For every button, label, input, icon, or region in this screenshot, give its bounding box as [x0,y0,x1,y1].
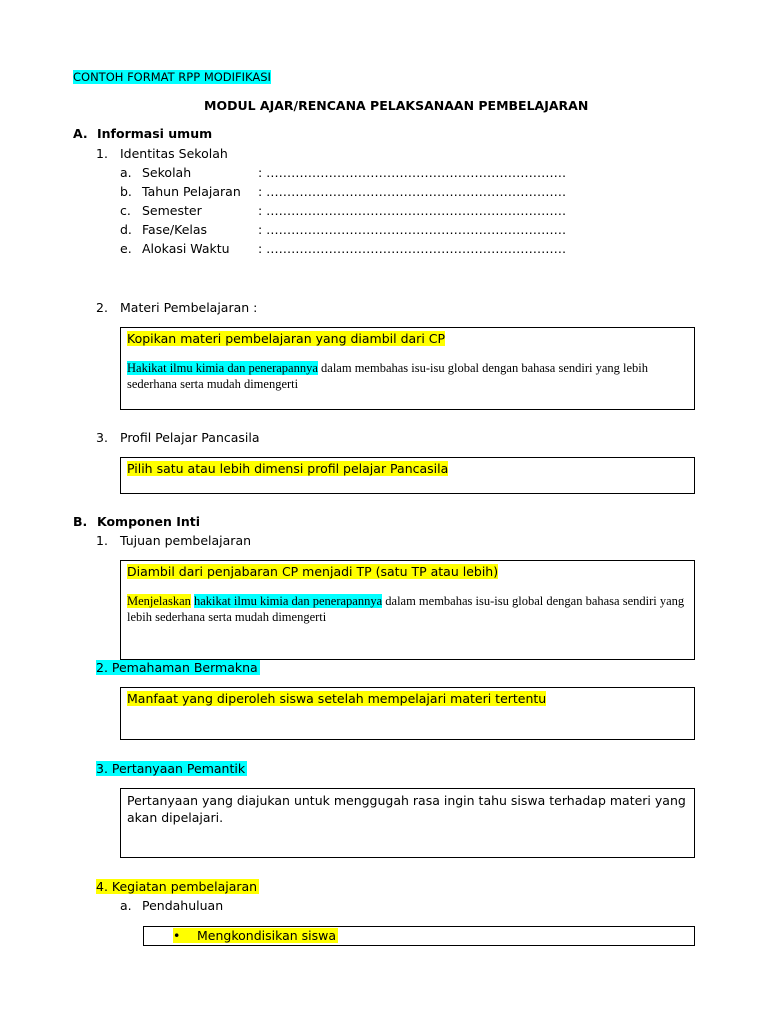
item-number: 1. [96,146,108,161]
pendahuluan-title: Pendahuluan [142,898,224,913]
field-letter: c. [120,203,131,218]
item-number: 3. [96,430,108,445]
pemantik-box [120,788,695,858]
field-letter: e. [120,241,132,256]
section-b-heading [73,514,200,529]
pemahaman-box-title: Manfaat yang diperoleh siswa setelah mempelajari materi tertentu [127,691,547,706]
materi-body-text: dalam membahas isu-isu global dengan bahasa sendiri yang lebih sederhana serta mudah dimengerti [127,361,649,391]
bullet-item [173,928,338,943]
section-a-heading [73,126,212,141]
tujuan-box [120,560,695,660]
profil-heading [96,430,260,445]
identitas-title: Identitas Sekolah [120,146,228,161]
field-value: : ……………………………………………………………… [258,222,567,237]
header-label: CONTOH FORMAT RPP MODIFIKASI [73,70,271,84]
tujuan-title: Tujuan pembelajaran [120,533,252,548]
profil-title: Profil Pelajar Pancasila [120,430,260,445]
kegiatan-heading: 4. Kegiatan pembelajaran [96,879,258,894]
materi-highlight: Hakikat ilmu kimia dan penerapannya [127,361,318,375]
bullet-icon: • [173,928,181,943]
field-letter: d. [120,222,132,237]
tujuan-heading [96,533,251,548]
tujuan-box-title: Diambil dari penjabaran CP menjadi TP (satu TP atau lebih) [127,564,499,579]
section-b-marker: B. [73,514,88,529]
field-letter: a. [120,165,132,180]
field-row-fase-kelas [120,222,566,237]
tujuan-box-body [127,593,687,625]
field-value: : ……………………………………………………………… [258,241,567,256]
profil-box-title: Pilih satu atau lebih dimensi profil pelajar Pancasila [127,461,449,476]
field-label: Fase/Kelas [142,222,208,237]
profil-box [120,457,695,494]
identitas-heading [96,146,228,161]
field-label: Alokasi Waktu [142,241,230,256]
tujuan-verb: Menjelaskan [127,594,191,608]
field-label: Tahun Pelajaran [142,184,241,199]
field-value: : ……………………………………………………………… [258,165,567,180]
materi-heading [96,300,257,315]
field-letter: b. [120,184,132,199]
kegiatan-box [143,926,695,946]
field-value: : ……………………………………………………………… [258,184,567,199]
field-row-sekolah [120,165,566,180]
document-title: MODUL AJAR/RENCANA PELAKSANAAN PEMBELAJARAN [204,98,589,113]
field-label: Sekolah [142,165,192,180]
tujuan-body-text: dalam membahas isu-isu global dengan bahasa sendiri yang lebih sederhana serta mudah dimengerti [127,594,685,624]
section-a-marker: A. [73,126,88,141]
pemantik-box-text: Pertanyaan yang diajukan untuk menggugah rasa ingin tahu siswa terhadap materi yang akan dipelajari. [127,793,686,825]
materi-box-title: Kopikan materi pembelajaran yang diambil dari CP [127,331,446,346]
pemahaman-heading: 2. Pemahaman Bermakna [96,660,258,675]
materi-box-body [127,360,687,392]
sub-letter: a. [120,898,132,913]
materi-title: Materi Pembelajaran : [120,300,258,315]
field-label: Semester [142,203,202,218]
pemantik-heading: 3. Pertanyaan Pemantik [96,761,246,776]
item-number: 1. [96,533,108,548]
field-value: : ……………………………………………………………… [258,203,567,218]
item-number: 2. [96,300,108,315]
tujuan-highlight: hakikat ilmu kimia dan penerapannya [194,594,383,608]
pendahuluan-heading [120,898,223,913]
section-a-title: Informasi umum [97,126,213,141]
section-b-title: Komponen Inti [97,514,201,529]
bullet-text: Mengkondisikan siswa [197,928,337,943]
materi-box [120,327,695,410]
field-row-alokasi-waktu [120,241,566,256]
field-row-tahun-pelajaran [120,184,566,199]
field-row-semester [120,203,566,218]
pemahaman-box [120,687,695,740]
